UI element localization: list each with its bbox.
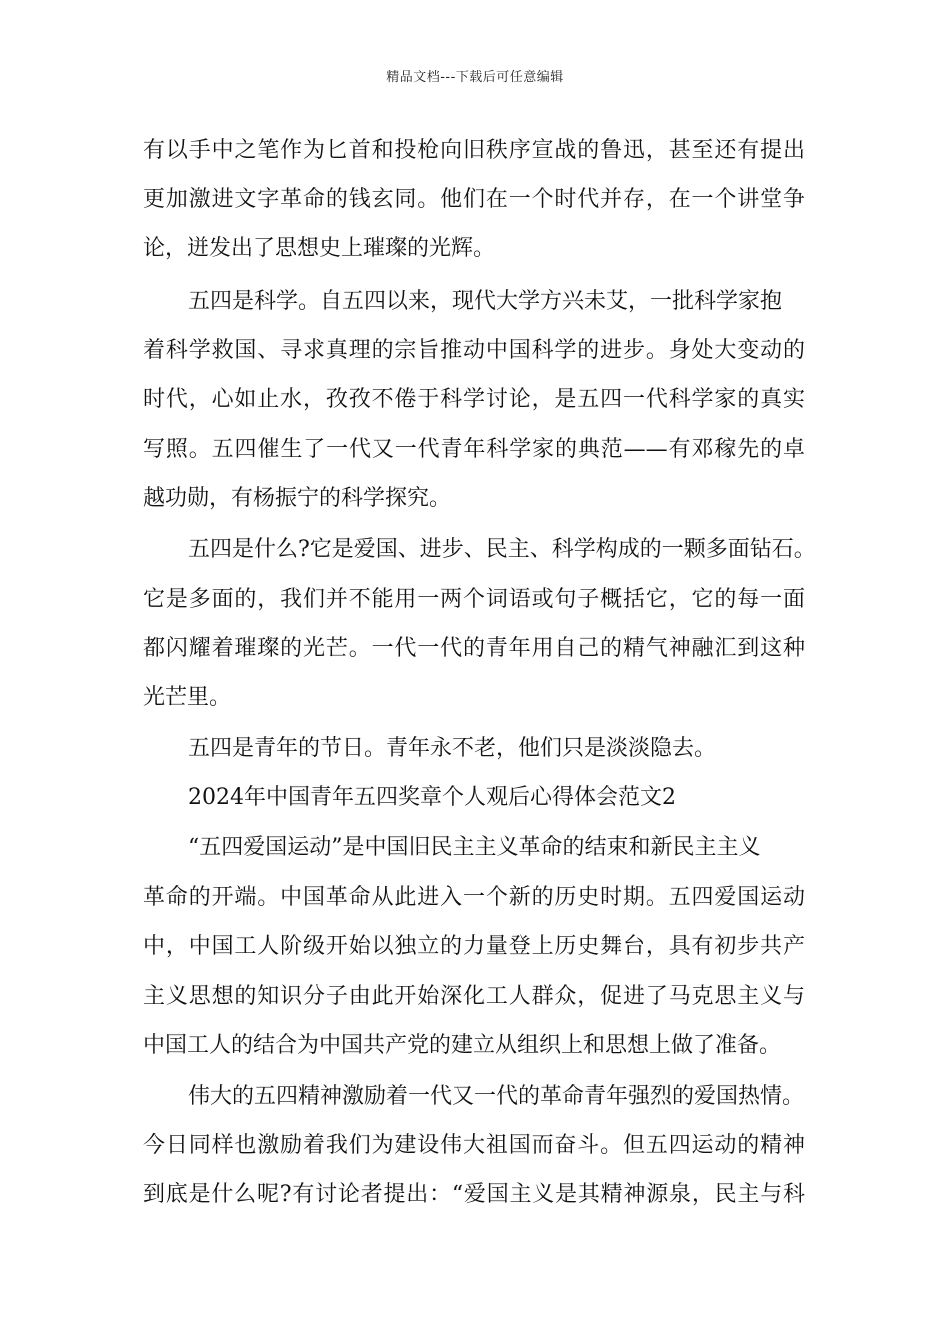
text-line: 写照。五四催生了一代又一代青年科学家的典范——有邓稼先的卓 [143, 437, 805, 462]
paragraph-first-line: 五四是科学。自五四以来，现代大学方兴未艾，一批科学家抱 [188, 289, 783, 314]
text-line: 有以手中之笔作为匕首和投枪向旧秩序宣战的鲁迅，甚至还有提出 [143, 138, 805, 163]
text-line: 中，中国工人阶级开始以独立的力量登上历史舞台，具有初步共产 [143, 934, 805, 959]
text-line: 主义思想的知识分子由此开始深化工人群众，促进了马克思主义与 [143, 984, 805, 1009]
text-line: 革命的开端。中国革命从此进入一个新的历史时期。五四爱国运动 [143, 885, 805, 910]
section-heading: 2024年中国青年五四奖章个人观后心得体会范文2 [188, 785, 676, 810]
paragraph-first-line: 五四是青年的节日。青年永不老，他们只是淡淡隐去。 [188, 736, 717, 761]
text-line: 更加激进文字革命的钱玄同。他们在一个时代并存，在一个讲堂争 [143, 187, 805, 212]
text-line: 到底是什么呢?有讨论者提出：“爱国主义是其精神源泉，民主与科 [143, 1182, 805, 1207]
paragraph-first-line: 伟大的五四精神激励着一代又一代的革命青年强烈的爱国热情。 [188, 1084, 805, 1109]
text-line: 中国工人的结合为中国共产党的建立从组织上和思想上做了准备。 [143, 1033, 782, 1058]
text-line: 越功勋，有杨振宁的科学探究。 [143, 486, 452, 511]
paragraph-first-line: “五四爱国运动”是中国旧民主主义革命的结束和新民主主义 [188, 835, 761, 860]
text-line: 光芒里。 [143, 685, 232, 710]
text-line: 时代，心如止水，孜孜不倦于科学讨论，是五四一代科学家的真实 [143, 387, 805, 412]
paragraph-first-line: 五四是什么?它是爱国、进步、民主、科学构成的一颗多面钻石。 [188, 537, 816, 562]
text-line: 着科学救国、寻求真理的宗旨推动中国科学的进步。身处大变动的 [143, 338, 805, 363]
document-header: 精品文档---下载后可任意编辑 [386, 70, 564, 85]
text-line: 今日同样也激励着我们为建设伟大祖国而奋斗。但五四运动的精神 [143, 1133, 805, 1158]
text-line: 它是多面的，我们并不能用一两个词语或句子概括它，它的每一面 [143, 587, 805, 612]
text-line: 都闪耀着璀璨的光芒。一代一代的青年用自己的精气神融汇到这种 [143, 636, 805, 661]
text-line: 论，迸发出了思想史上璀璨的光辉。 [143, 236, 496, 261]
